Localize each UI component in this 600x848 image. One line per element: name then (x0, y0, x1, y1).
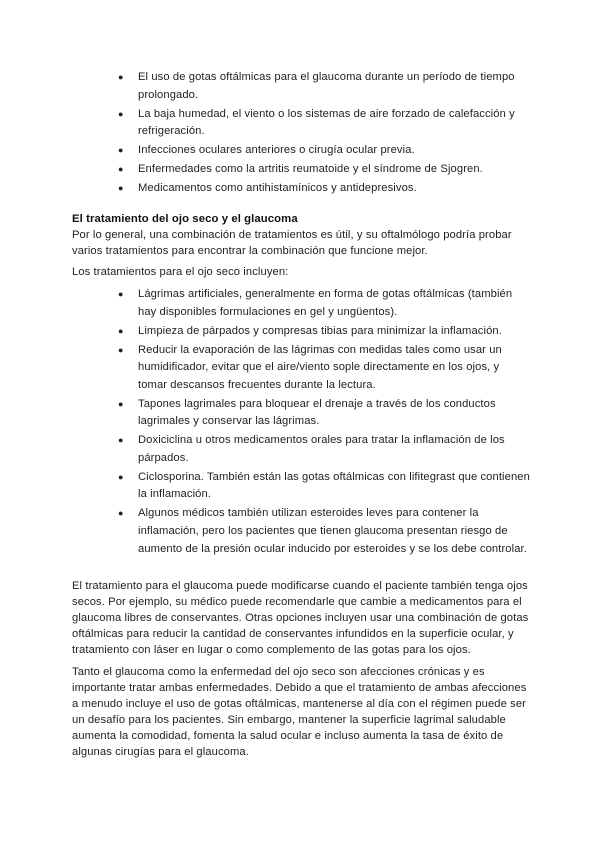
list-item (118, 69, 530, 104)
bullet-icon: ● (118, 183, 124, 194)
bullet-icon: ● (118, 72, 124, 82)
list-item (118, 106, 530, 141)
risk-factor-list (118, 69, 530, 199)
list-item-text: Doxiciclina u otros medicamentos orales para tratar la inflamación de los párpados. (138, 434, 505, 464)
list-item (118, 286, 530, 321)
glaucoma-paragraph: El tratamiento para el glaucoma puede modificarse cuando el paciente también tenga ojos secos. Por ejemplo, su médico puede recomendarle que cambie a medicamentos para el glaucoma libres de conservantes. Otras opciones incluyen usar una combinación de gotas oftálmicas para reducir la cantidad de conservantes infundidos en la superficie ocular, y tratamiento con láser en lugar o como complemento de las gotas para los ojos. (72, 580, 529, 656)
bullet-icon: ● (118, 471, 124, 482)
closing-paragraph: Tanto el glaucoma como la enfermedad del ojo seco son afecciones crónicas y es importante tratar ambas enfermedades. Debido a que el tratamiento de ambas afecciones a menudo incluye el uso de gotas oftálmicas, mantenerse al día con el régimen puede ser un desafío para los pacientes. Sin embargo, mantener la superficie lagrimal saludable aumenta la comodidad, fomenta la salud ocular e incluso aumenta la tasa de éxito de algunas cirugías para el glaucoma. (72, 666, 527, 758)
treatment-list (118, 286, 530, 560)
list-item (118, 505, 530, 558)
list-item-text: Reducir la evaporación de las lágrimas con medidas tales como usar un humidificador, evitar que el aire/viento sople directamente en los ojos, y tomar descansos frecuentes durante la lectura. (138, 343, 502, 391)
list-item (118, 342, 530, 395)
bullet-icon: ● (118, 325, 124, 336)
bullet-icon: ● (118, 344, 124, 355)
section-heading: El tratamiento del ojo seco y el glaucoma (72, 213, 298, 225)
list-item (118, 180, 530, 198)
bullet-icon: ● (118, 508, 124, 519)
bullet-icon: ● (118, 145, 124, 156)
list-item-text: Enfermedades como la artritis reumatoide y el síndrome de Sjogren. (138, 163, 483, 176)
list-item-text: La baja humedad, el viento o los sistemas de aire forzado de calefacción y refrigeración. (138, 107, 515, 138)
bullet-icon: ● (118, 289, 124, 299)
list-item-text: Lágrimas artificiales, generalmente en forma de gotas oftálmicas (también hay disponibles formulaciones en gel y ungüentos). (138, 288, 513, 318)
bullet-icon: ● (118, 435, 124, 446)
list-item-text: El uso de gotas oftálmicas para el glaucoma durante un período de tiempo prolongado. (138, 71, 515, 101)
list-item-text: Medicamentos como antihistamínicos y antidepresivos. (138, 182, 417, 195)
list-item (118, 396, 530, 431)
list-item (118, 323, 530, 341)
intro-paragraph: Por lo general, una combinación de tratamientos es útil, y su oftalmólogo podría probar varios tratamientos para encontrar la combinación que funcione mejor. (72, 229, 512, 257)
list-item-text: Tapones lagrimales para bloquear el drenaje a través de los conductos lagrimales y conservar las lágrimas. (138, 397, 496, 428)
treatments-intro: Los tratamientos para el ojo seco incluyen: (72, 266, 289, 278)
list-item (118, 432, 530, 467)
list-item-text: Ciclosporina. También están las gotas oftálmicas con lifitegrast que contienen la inflamación. (138, 470, 530, 501)
list-item-text: Algunos médicos también utilizan esteroides leves para contener la inflamación, pero los pacientes que tienen glaucoma presentan riesgo de aumento de la presión ocular inducido por esteroides y se los debe controlar. (138, 507, 527, 555)
list-item-text: Infecciones oculares anteriores o cirugía ocular previa. (138, 144, 415, 157)
list-item (118, 469, 530, 504)
bullet-icon: ● (118, 164, 124, 175)
list-item (118, 161, 530, 179)
bullet-icon: ● (118, 398, 124, 409)
list-item-text: Limpieza de párpados y compresas tibias para minimizar la inflamación. (138, 324, 502, 337)
bullet-icon: ● (118, 108, 124, 119)
list-item (118, 142, 530, 160)
